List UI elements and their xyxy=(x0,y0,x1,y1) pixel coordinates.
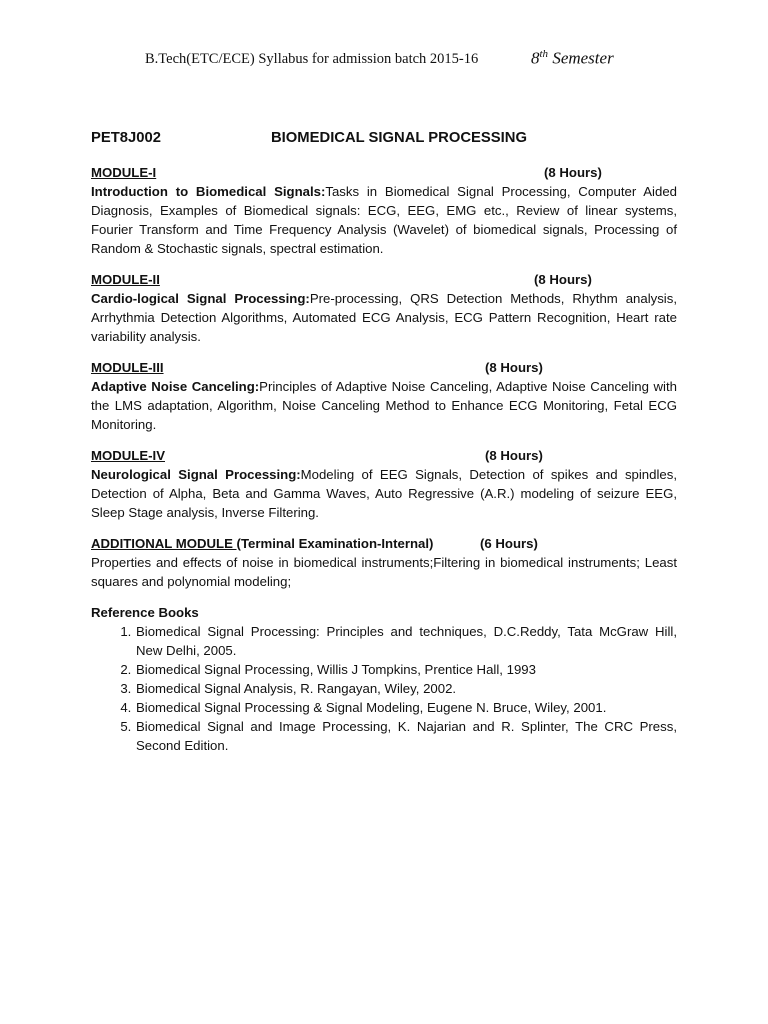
reference-item: 1. Biomedical Signal Processing: Principles and techniques, D.C.Reddy, Tata McGraw Hill, New Delhi, 2005. xyxy=(135,622,677,660)
module-hours: (8 Hours) xyxy=(485,448,543,463)
module-hours: (8 Hours) xyxy=(485,360,543,375)
reference-item: 3. Biomedical Signal Analysis, R. Rangayan, Wiley, 2002. xyxy=(135,679,677,698)
module-hours: (8 Hours) xyxy=(544,165,602,180)
additional-module-qualifier: (Terminal Examination-Internal) xyxy=(236,536,434,551)
semester-number: 8 xyxy=(531,48,540,68)
module-content xyxy=(91,289,677,346)
reference-item: 2. Biomedical Signal Processing, Willis J Tompkins, Prentice Hall, 1993 xyxy=(135,660,677,679)
module-hours: (6 Hours) xyxy=(480,536,538,551)
module-topic: Introduction to Biomedical Signals: xyxy=(91,184,326,199)
module-3 xyxy=(91,358,677,434)
semester-word: Semester xyxy=(548,48,614,68)
module-topic: Adaptive Noise Canceling: xyxy=(91,379,260,394)
module-name: MODULE-III xyxy=(91,360,164,375)
module-name: MODULE-IV xyxy=(91,448,165,463)
module-hours: (8 Hours) xyxy=(534,272,592,287)
module-4 xyxy=(91,446,677,522)
module-content xyxy=(91,182,677,258)
module-content xyxy=(91,377,677,434)
additional-module-name: ADDITIONAL MODULE xyxy=(91,536,237,551)
module-content xyxy=(91,465,677,522)
semester-label xyxy=(531,48,614,69)
module-description: Principles of Adaptive Noise Canceling, Adaptive Noise Canceling with the LMS adaptation, Algorithm, Noise Canceling Method to Enhance ECG Monitoring, Fetal ECG Monitoring. xyxy=(91,379,677,432)
module-description: Modeling of EEG Signals, Detection of spikes and spindles, Detection of Alpha, Beta and Gamma Waves, Auto Regressive (A.R.) modeling of seizure EEG, Sleep Stage analysis, Inverse Filtering. xyxy=(91,467,677,520)
module-heading xyxy=(91,358,677,377)
reference-books-title: Reference Books xyxy=(91,605,199,620)
module-heading xyxy=(91,270,677,289)
module-description: Pre-processing, QRS Detection Methods, Rhythm analysis, Arrhythmia Detection Algorithms, Automated ECG Analysis, ECG Pattern Recognition, Heart rate variability analysis. xyxy=(91,291,677,344)
module-topic: Neurological Signal Processing: xyxy=(91,467,301,482)
module-2 xyxy=(91,270,677,346)
module-content xyxy=(91,553,677,591)
module-name: MODULE-II xyxy=(91,272,160,287)
reference-item: 4. Biomedical Signal Processing & Signal Modeling, Eugene N. Bruce, Wiley, 2001. xyxy=(135,698,677,717)
module-heading xyxy=(91,163,677,182)
module-heading xyxy=(91,446,677,465)
module-topic: Cardio-logical Signal Processing: xyxy=(91,291,310,306)
course-title: BIOMEDICAL SIGNAL PROCESSING xyxy=(271,130,527,146)
reference-item: 5. Biomedical Signal and Image Processing, K. Najarian and R. Splinter, The CRC Press, Second Edition. xyxy=(135,717,677,755)
additional-module xyxy=(91,534,677,591)
semester-suffix: th xyxy=(539,48,549,60)
reference-books xyxy=(91,603,677,755)
page-header xyxy=(145,48,665,72)
module-description: Properties and effects of noise in biomedical instruments;Filtering in biomedical instruments; Least squares and polynomial modeling; xyxy=(91,555,677,589)
syllabus-body xyxy=(91,163,677,755)
module-name: MODULE-I xyxy=(91,165,157,180)
module-1 xyxy=(91,163,677,258)
syllabus-batch-text: B.Tech(ETC/ECE) Syllabus for admission batch 2015-16 xyxy=(145,51,479,67)
module-heading xyxy=(91,534,677,553)
module-description: Tasks in Biomedical Signal Processing, Computer Aided Diagnosis, Examples of Biomedical signals: ECG, EEG, EMG etc., Review of linear systems, Fourier Transform and Time Frequency Analysis (Wavelet) of biomedical signals, Processing of Random & Stochastic signals, spectral estimation. xyxy=(91,184,677,256)
course-title-row xyxy=(91,130,677,152)
reference-list xyxy=(91,622,677,755)
course-code: PET8J002 xyxy=(91,130,161,146)
